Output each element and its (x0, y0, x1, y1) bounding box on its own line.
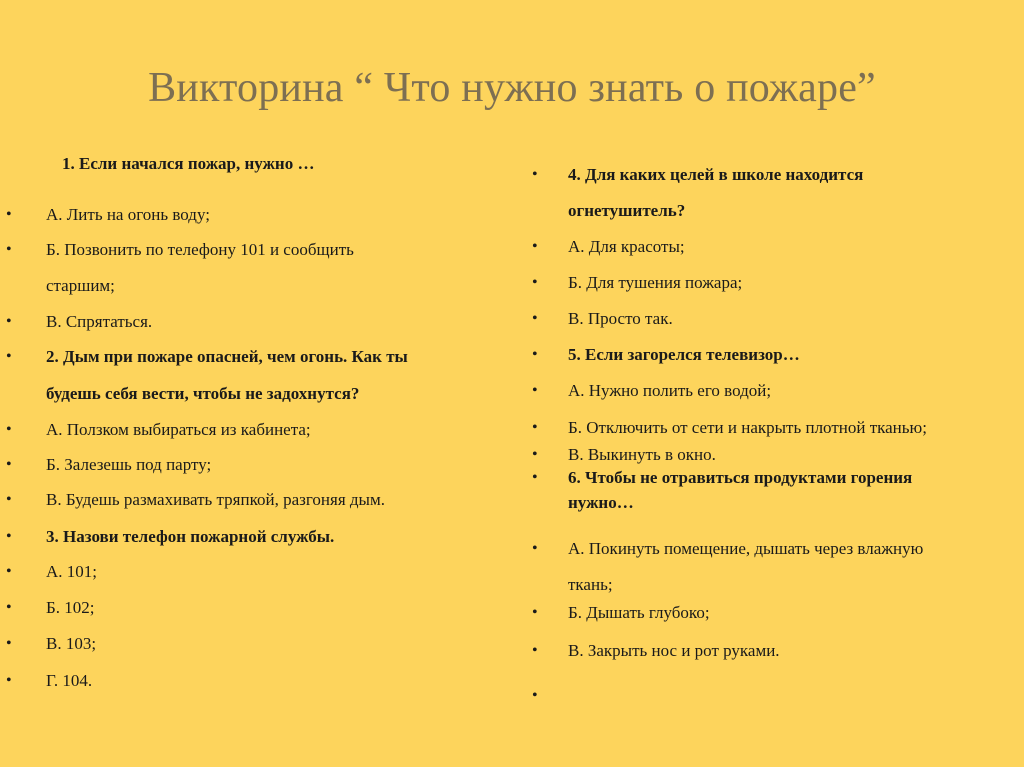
bullet-icon: • (6, 528, 12, 545)
answer-1c: В. Спрятаться. (46, 312, 153, 331)
bullet-icon: • (532, 604, 538, 621)
bullet-icon: • (532, 382, 538, 399)
answer-3c: В. 103; (46, 634, 97, 653)
question-2-line2: будешь себя вести, чтобы не задохнутся? (46, 384, 360, 403)
answer-6b: Б. Дышать глубоко; (568, 603, 710, 622)
bullet-icon: • (532, 346, 538, 363)
answer-5b: Б. Отключить от сети и накрыть плотной тканью; (568, 418, 927, 437)
question-4-line1: 4. Для каких целей в школе находится (568, 165, 864, 184)
answer-5a: А. Нужно полить его водой; (568, 381, 772, 400)
answer-4b: Б. Для тушения пожара; (568, 273, 743, 292)
answer-2b: Б. Залезешь под парту; (46, 455, 212, 474)
answer-6a-line1: А. Покинуть помещение, дышать через влажную (568, 539, 924, 558)
bullet-icon: • (532, 446, 538, 463)
bullet-icon: • (6, 599, 12, 616)
bullet-icon: • (6, 206, 12, 223)
question-4-line2: огнетушитель? (568, 201, 686, 220)
bullet-icon: • (532, 540, 538, 557)
question-5: 5. Если загорелся телевизор… (568, 345, 800, 364)
bullet-icon: • (6, 456, 12, 473)
bullet-icon: • (532, 238, 538, 255)
empty-bullet-icon: • (532, 687, 538, 704)
question-6-line1: 6. Чтобы не отравиться продуктами горения (568, 468, 913, 487)
answer-6a-line2: ткань; (568, 575, 613, 594)
bullet-icon: • (6, 563, 12, 580)
bullet-icon: • (6, 491, 12, 508)
bullet-icon: • (532, 419, 538, 436)
answer-4c: В. Просто так. (568, 309, 673, 328)
bullet-icon: • (6, 313, 12, 330)
answer-2a: А. Ползком выбираться из кабинета; (46, 420, 311, 439)
answer-3a: А. 101; (46, 562, 97, 581)
answer-6c: В. Закрыть нос и рот руками. (568, 641, 780, 660)
answer-3d: Г. 104. (46, 671, 93, 690)
answer-1b-line2: старшим; (46, 276, 115, 295)
bullet-icon: • (6, 348, 12, 365)
answer-1b-line1: Б. Позвонить по телефону 101 и сообщить (46, 240, 354, 259)
bullet-icon: • (532, 274, 538, 291)
bullet-icon: • (6, 421, 12, 438)
answer-5c: В. Выкинуть в окно. (568, 445, 716, 464)
question-6-line2: нужно… (568, 493, 634, 512)
bullet-icon: • (532, 642, 538, 659)
question-2-line1: 2. Дым при пожаре опасней, чем огонь. Как ты (46, 347, 408, 366)
bullet-icon: • (6, 672, 12, 689)
question-1: 1. Если начался пожар, нужно … (62, 154, 315, 173)
answer-1a: А. Лить на огонь воду; (46, 205, 210, 224)
bullet-icon: • (532, 310, 538, 327)
bullet-icon: • (532, 166, 538, 183)
bullet-icon: • (6, 241, 12, 258)
answer-2c: В. Будешь размахивать тряпкой, разгоняя дым. (46, 490, 385, 509)
bullet-icon: • (532, 469, 538, 486)
slide-title: Викторина “ Что нужно знать о пожаре” (148, 65, 876, 111)
question-3: 3. Назови телефон пожарной службы. (46, 527, 335, 546)
bullet-icon: • (6, 635, 12, 652)
answer-3b: Б. 102; (46, 598, 95, 617)
answer-4a: А. Для красоты; (568, 237, 685, 256)
